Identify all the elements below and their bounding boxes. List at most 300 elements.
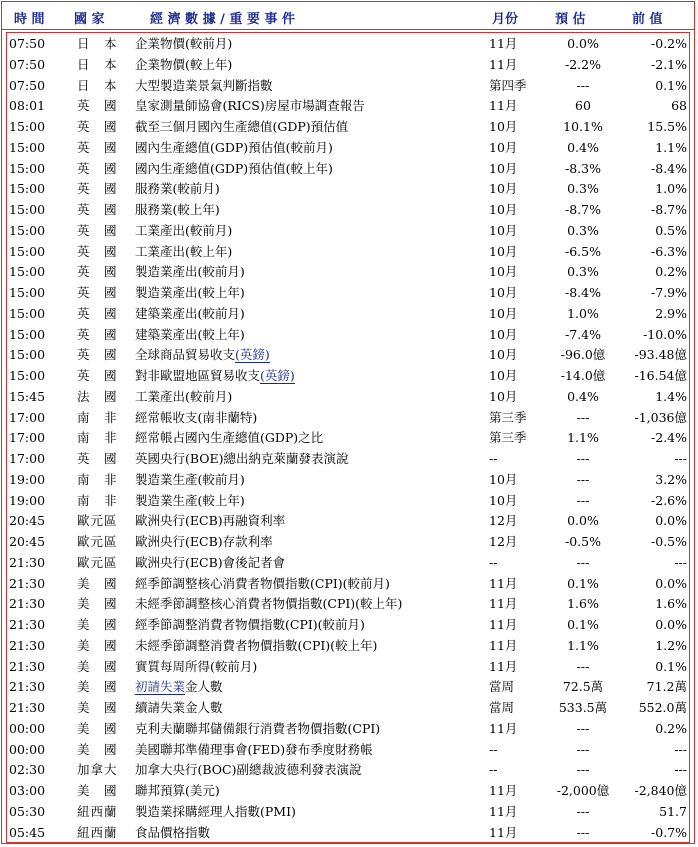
row-month: 10月 <box>489 388 518 404</box>
row-month: 10月 <box>489 305 518 321</box>
table-row <box>7 449 689 470</box>
table-row <box>7 200 689 221</box>
table-row <box>7 802 689 823</box>
table-row <box>7 117 689 138</box>
row-time: 21:30 <box>9 637 46 653</box>
row-month: 10月 <box>489 160 518 176</box>
table-row <box>7 677 689 698</box>
row-event-text: 美國聯邦準備理事會(FED)發布季度財務帳 <box>135 741 373 757</box>
row-previous: 71.2萬 <box>646 679 687 695</box>
row-forecast: --- <box>576 824 590 840</box>
row-previous: 0.2% <box>655 264 687 280</box>
row-forecast: -0.5% <box>565 534 601 549</box>
row-previous: -2.6% <box>651 492 687 508</box>
row-event-text: 經季節調整消費者物價指數(CPI)(較前月) <box>135 617 365 632</box>
row-previous: 1.2% <box>655 637 687 653</box>
table-row <box>7 553 689 574</box>
row-event <box>135 449 349 470</box>
row-event-text: 企業物價(較前月) <box>135 36 233 51</box>
row-event-text: 製造業採購經理人指數(PMI) <box>135 803 296 819</box>
row-event <box>135 325 245 346</box>
row-month: 11月 <box>489 824 518 840</box>
row-country: 日 本 <box>77 77 118 93</box>
row-previous: -2.1% <box>651 56 687 72</box>
row-forecast: 0.3% <box>567 264 599 280</box>
row-forecast: -14.0億 <box>560 368 606 383</box>
row-time: 15:45 <box>9 388 46 404</box>
row-country: 美 國 <box>77 617 118 632</box>
row-time: 20:45 <box>9 513 46 529</box>
row-time: 21:30 <box>9 575 46 591</box>
row-time: 21:30 <box>9 596 46 612</box>
row-month: 10月 <box>489 492 518 508</box>
row-event <box>135 470 245 491</box>
row-event <box>135 387 232 408</box>
table-row <box>7 491 689 512</box>
row-previous: 0.0% <box>655 617 687 632</box>
row-event <box>135 760 361 781</box>
row-event <box>135 345 270 366</box>
row-event <box>135 740 373 761</box>
row-time: 00:00 <box>9 720 46 736</box>
row-country: 英 國 <box>77 243 118 259</box>
row-country: 美 國 <box>77 637 118 653</box>
row-country: 歐元區 <box>77 513 118 529</box>
row-previous: 15.5% <box>647 119 687 134</box>
row-event-text: 實質每周所得(較前月) <box>135 658 258 674</box>
event-rows <box>7 34 689 843</box>
row-country: 英 國 <box>77 98 118 114</box>
row-previous: 0.1% <box>655 658 687 674</box>
row-country: 南 非 <box>77 430 118 446</box>
row-event-text: 製造業產出(較前月) <box>135 264 245 280</box>
row-event-text: 大型製造業景氣判斷指數 <box>135 77 273 93</box>
row-event <box>135 55 232 76</box>
row-country: 英 國 <box>77 264 118 280</box>
row-time: 17:00 <box>9 430 46 446</box>
table-row <box>7 657 689 678</box>
row-previous: -6.3% <box>651 243 687 259</box>
row-previous: -7.9% <box>651 285 687 300</box>
row-month: 11月 <box>489 658 518 674</box>
row-event-text: 製造業產出(較上年) <box>135 285 245 300</box>
header-country: 國 家 <box>74 12 105 27</box>
row-event-link[interactable]: (英鎊) <box>260 368 295 383</box>
row-country: 南 非 <box>77 471 118 487</box>
row-forecast: --- <box>576 720 590 736</box>
row-forecast: 0.1% <box>567 575 599 591</box>
row-event-text: 未經季節調整核心消費者物價指數(CPI)(較上年) <box>135 596 403 612</box>
table-row <box>7 760 689 781</box>
row-time: 21:30 <box>9 554 46 570</box>
row-event-text: 歐洲央行(ECB)存款利率 <box>135 534 273 549</box>
row-previous: 51.7 <box>659 803 687 819</box>
row-month: 10月 <box>489 471 518 487</box>
row-country: 英 國 <box>77 222 118 238</box>
row-time: 15:00 <box>9 347 46 363</box>
row-event <box>135 532 273 553</box>
row-event-text: 英國央行(BOE)總出納克萊蘭發表演說 <box>135 451 349 466</box>
row-forecast: -8.3% <box>565 160 601 176</box>
row-time: 15:00 <box>9 243 46 259</box>
row-previous: -93.48億 <box>634 347 687 363</box>
row-forecast: 0.3% <box>567 222 599 238</box>
row-event <box>135 677 223 698</box>
row-time: 21:30 <box>9 679 46 695</box>
row-forecast: 1.1% <box>567 637 599 653</box>
row-forecast: -7.4% <box>565 326 601 342</box>
header-month: 月份 <box>492 12 519 27</box>
row-event <box>135 221 232 242</box>
row-time: 15:00 <box>9 305 46 321</box>
row-country: 英 國 <box>77 119 118 134</box>
row-forecast: --- <box>576 471 590 487</box>
row-country: 美 國 <box>77 741 118 757</box>
row-previous: 0.5% <box>655 222 687 238</box>
row-event <box>135 553 285 574</box>
row-country: 紐西蘭 <box>77 824 118 840</box>
table-row <box>7 34 689 55</box>
row-forecast: -6.5% <box>565 243 601 259</box>
row-event-text: 加拿大央行(BOC)副總裁波德利發表演說 <box>135 762 362 778</box>
row-month: -- <box>489 741 498 757</box>
table-row <box>7 698 689 719</box>
row-month: 10月 <box>489 202 518 217</box>
row-month: 10月 <box>489 243 518 259</box>
row-forecast: 0.4% <box>567 139 599 155</box>
table-row <box>7 470 689 491</box>
row-previous: --- <box>674 762 687 778</box>
row-previous: 0.2% <box>655 720 687 736</box>
row-time: 21:30 <box>9 617 46 632</box>
table-row <box>7 76 689 97</box>
table-row <box>7 138 689 159</box>
row-event <box>135 366 295 387</box>
table-row <box>7 283 689 304</box>
row-previous: 1.6% <box>655 596 687 612</box>
row-country: 南 非 <box>77 492 118 508</box>
row-time: 15:00 <box>9 202 46 217</box>
row-previous: 552.0萬 <box>638 700 687 715</box>
row-event-link[interactable]: 初請失業 <box>135 679 186 695</box>
row-previous: 3.2% <box>655 471 687 487</box>
row-event-suffix: 金人數 <box>185 679 223 695</box>
table-body <box>6 32 690 843</box>
table-row <box>7 96 689 117</box>
row-event <box>135 34 232 55</box>
row-forecast: 1.0% <box>567 305 599 321</box>
table-row <box>7 740 689 761</box>
row-month: 11月 <box>489 637 518 653</box>
row-forecast: 60 <box>575 98 591 114</box>
row-event-text: 企業物價(較上年) <box>135 56 233 72</box>
row-previous: -1,036億 <box>634 409 687 425</box>
row-time: 15:00 <box>9 326 46 342</box>
row-event <box>135 574 390 595</box>
table-row <box>7 304 689 325</box>
row-forecast: --- <box>576 451 590 466</box>
table-row <box>7 594 689 615</box>
table-row <box>7 511 689 532</box>
row-time: 03:00 <box>9 783 46 798</box>
row-month: 11月 <box>489 783 518 798</box>
row-time: 15:00 <box>9 181 46 197</box>
row-event <box>135 428 323 449</box>
row-country: 歐元區 <box>77 534 118 549</box>
row-country: 英 國 <box>77 139 118 155</box>
row-event-text: 皇家測量師協會(RICS)房屋市場調查報告 <box>135 98 365 114</box>
row-previous: -10.0% <box>643 326 687 342</box>
row-forecast: --- <box>576 762 590 778</box>
row-event <box>135 408 257 429</box>
row-time: 19:00 <box>9 492 46 508</box>
row-country: 歐元區 <box>77 554 118 570</box>
row-event-text: 未經季節調整消費者物價指數(CPI)(較上年) <box>135 637 378 653</box>
row-previous: --- <box>674 554 687 570</box>
row-previous: 68 <box>671 98 687 114</box>
table-row <box>7 179 689 200</box>
row-event <box>135 242 232 263</box>
table-row <box>7 408 689 429</box>
table-row <box>7 242 689 263</box>
row-previous: -0.2% <box>651 36 687 51</box>
row-month: -- <box>489 762 498 778</box>
row-month: 11月 <box>489 98 518 114</box>
row-month: 10月 <box>489 264 518 280</box>
row-event-text: 服務業(較前月) <box>135 181 220 197</box>
row-forecast: 0.1% <box>567 617 599 632</box>
row-event <box>135 138 333 159</box>
row-event <box>135 636 377 657</box>
row-month: 第四季 <box>489 77 527 93</box>
row-forecast: --- <box>576 77 590 93</box>
table-row <box>7 262 689 283</box>
row-event <box>135 283 245 304</box>
row-previous: -0.7% <box>651 824 687 840</box>
row-country: 英 國 <box>77 347 118 363</box>
row-time: 00:00 <box>9 741 46 757</box>
row-previous: 1.4% <box>655 388 687 404</box>
row-event <box>135 96 365 117</box>
row-forecast: --- <box>576 658 590 674</box>
row-time: 15:00 <box>9 119 46 134</box>
row-forecast: 10.1% <box>563 119 603 134</box>
row-event-text: 工業產出(較上年) <box>135 243 233 259</box>
row-forecast: 1.6% <box>567 596 599 612</box>
table-row <box>7 345 689 366</box>
row-month: 11月 <box>489 617 518 632</box>
header-previous: 前 值 <box>632 12 663 27</box>
row-time: 15:00 <box>9 222 46 238</box>
row-event <box>135 200 220 221</box>
row-previous: 1.1% <box>655 139 687 155</box>
row-event <box>135 262 245 283</box>
row-event <box>135 698 223 719</box>
row-month: 10月 <box>489 285 518 300</box>
row-event-text: 經常帳收支(南非蘭特) <box>135 409 258 425</box>
row-forecast: --- <box>576 741 590 757</box>
row-time: 05:30 <box>9 803 46 819</box>
row-previous: 0.0% <box>655 513 687 529</box>
row-event-text: 服務業(較上年) <box>135 202 220 217</box>
row-previous: 1.0% <box>655 181 687 197</box>
row-event <box>135 657 257 678</box>
row-month: 11月 <box>489 720 518 736</box>
row-forecast: 1.1% <box>567 430 599 446</box>
row-forecast: 533.5萬 <box>558 700 608 715</box>
row-country: 紐西蘭 <box>77 803 118 819</box>
table-row <box>7 159 689 180</box>
row-previous: -16.54億 <box>634 368 687 383</box>
row-time: 05:45 <box>9 824 46 840</box>
table-row <box>7 387 689 408</box>
row-event-text: 經季節調整核心消費者物價指數(CPI)(較前月) <box>135 575 390 591</box>
row-month: -- <box>489 451 498 466</box>
table-row <box>7 781 689 802</box>
row-previous: -2.4% <box>651 430 687 446</box>
row-month: 10月 <box>489 181 518 197</box>
row-previous: 0.1% <box>655 77 687 93</box>
row-country: 美 國 <box>77 783 118 798</box>
row-forecast: -2.2% <box>565 56 601 72</box>
row-country: 美 國 <box>77 720 118 736</box>
row-forecast: -8.7% <box>565 202 601 217</box>
row-country: 英 國 <box>77 181 118 197</box>
row-month: 第三季 <box>489 430 527 446</box>
table-row <box>7 615 689 636</box>
row-event <box>135 179 220 200</box>
table-header <box>2 2 694 30</box>
row-month: 10月 <box>489 347 518 363</box>
row-event-text: 製造業生產(較前月) <box>135 471 245 487</box>
row-country: 美 國 <box>77 679 118 695</box>
row-previous: -2,840億 <box>634 783 687 798</box>
header-forecast: 預 估 <box>555 12 586 27</box>
row-month: 10月 <box>489 119 518 134</box>
row-time: 02:30 <box>9 762 46 778</box>
row-forecast: 0.3% <box>567 181 599 197</box>
row-event-text: 製造業生產(較上年) <box>135 492 245 508</box>
row-month: 10月 <box>489 222 518 238</box>
row-country: 美 國 <box>77 596 118 612</box>
row-event-text: 續請失業金人數 <box>135 700 223 715</box>
row-forecast: 72.5萬 <box>562 679 604 695</box>
row-time: 15:00 <box>9 264 46 280</box>
table-row <box>7 325 689 346</box>
row-country: 日 本 <box>77 36 118 51</box>
table-row <box>7 719 689 740</box>
row-event <box>135 511 285 532</box>
table-row <box>7 55 689 76</box>
row-time: 21:30 <box>9 700 46 715</box>
row-event <box>135 304 245 325</box>
row-month: 當周 <box>489 679 515 695</box>
row-forecast: -8.4% <box>565 285 601 300</box>
row-time: 15:00 <box>9 285 46 300</box>
row-country: 法 國 <box>77 388 118 404</box>
row-event-text: 食品價格指數 <box>135 824 211 840</box>
table-row <box>7 823 689 844</box>
row-event-text: 截至三個月國內生產總值(GDP)預估值 <box>135 119 349 134</box>
row-country: 美 國 <box>77 700 118 715</box>
row-country: 日 本 <box>77 56 118 72</box>
row-forecast: 0.4% <box>567 388 599 404</box>
header-indicator: 經 濟 數 據 / 重 要 事 件 <box>150 12 295 27</box>
row-event-text: 克利夫蘭聯邦儲備銀行消費者物價指數(CPI) <box>135 720 381 736</box>
table-row <box>7 532 689 553</box>
row-event-link[interactable]: (英鎊) <box>235 347 270 363</box>
row-country: 美 國 <box>77 575 118 591</box>
row-month: 11月 <box>489 36 518 51</box>
row-previous: --- <box>674 451 687 466</box>
table-row <box>7 366 689 387</box>
row-event <box>135 117 348 138</box>
row-time: 07:50 <box>9 77 46 93</box>
row-forecast: --- <box>576 803 590 819</box>
row-previous: 2.9% <box>655 305 687 321</box>
row-time: 07:50 <box>9 56 46 72</box>
row-event <box>135 615 365 636</box>
row-month: 10月 <box>489 326 518 342</box>
row-event-text: 國內生產總值(GDP)預估值(較前月) <box>135 139 333 155</box>
row-month: 11月 <box>489 56 518 72</box>
row-event-text: 工業產出(較前月) <box>135 388 233 404</box>
row-time: 20:45 <box>9 534 46 549</box>
row-previous: -0.5% <box>651 534 687 549</box>
row-event-text: 聯邦預算(美元) <box>135 783 220 798</box>
row-time: 17:00 <box>9 451 46 466</box>
row-event <box>135 719 380 740</box>
row-time: 15:00 <box>9 139 46 155</box>
row-event <box>135 491 245 512</box>
row-month: 10月 <box>489 139 518 155</box>
table-row <box>7 221 689 242</box>
row-event-text: 全球商品貿易收支 <box>135 347 236 363</box>
row-month: 11月 <box>489 575 518 591</box>
row-event-text: 建築業產出(較上年) <box>135 326 245 342</box>
row-month: -- <box>489 554 498 570</box>
table-row <box>7 574 689 595</box>
row-event <box>135 781 220 802</box>
row-event-text: 建築業產出(較前月) <box>135 305 245 321</box>
row-time: 15:00 <box>9 160 46 176</box>
row-month: 12月 <box>489 513 518 529</box>
row-month: 10月 <box>489 368 518 383</box>
row-previous: 0.0% <box>655 575 687 591</box>
row-month: 當周 <box>489 700 515 715</box>
row-country: 加拿大 <box>77 762 118 778</box>
table-row <box>7 428 689 449</box>
row-country: 英 國 <box>77 305 118 321</box>
row-country: 英 國 <box>77 285 118 300</box>
row-time: 15:00 <box>9 368 46 383</box>
row-time: 19:00 <box>9 471 46 487</box>
row-month: 第三季 <box>489 409 527 425</box>
row-forecast: --- <box>576 409 590 425</box>
row-event <box>135 823 210 844</box>
row-country: 英 國 <box>77 202 118 217</box>
row-time: 21:30 <box>9 658 46 674</box>
row-country: 英 國 <box>77 160 118 176</box>
row-previous: -8.7% <box>651 202 687 217</box>
row-time: 08:01 <box>9 98 46 114</box>
row-forecast: --- <box>576 492 590 508</box>
table-row <box>7 636 689 657</box>
row-event <box>135 802 296 823</box>
row-previous: --- <box>674 741 687 757</box>
row-forecast: -96.0億 <box>560 347 606 363</box>
row-month: 11月 <box>489 596 518 612</box>
